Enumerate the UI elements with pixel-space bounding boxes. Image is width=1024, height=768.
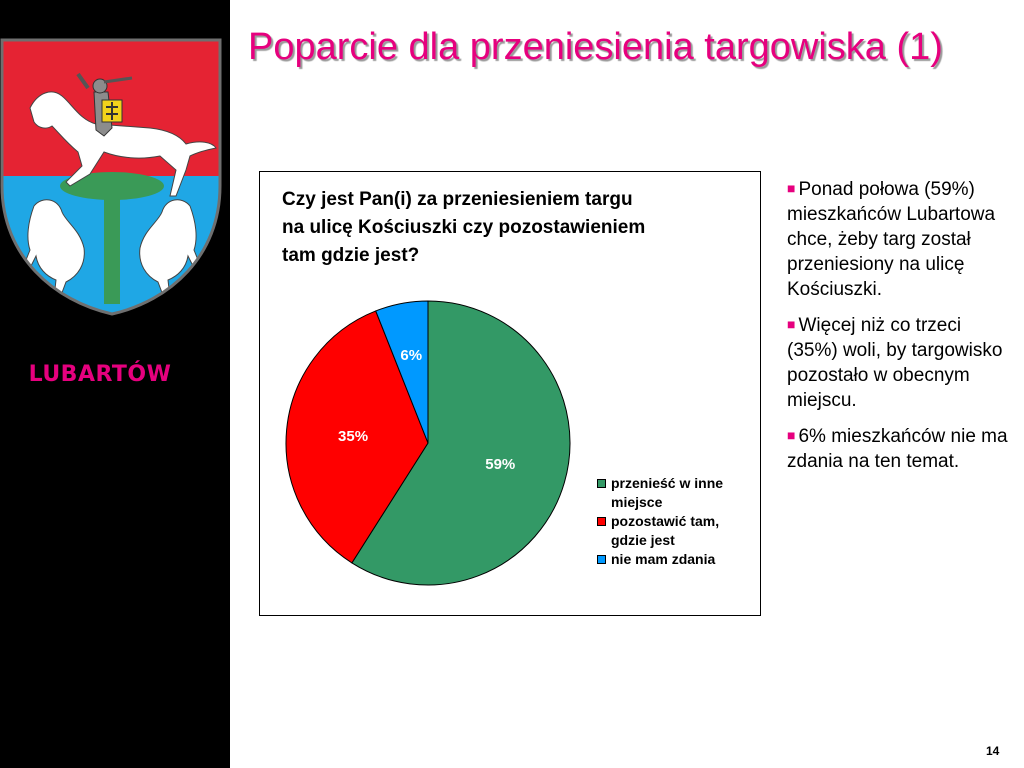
summary-bullets: [787, 176, 1009, 484]
pie-data-label: 6%: [400, 347, 423, 365]
coat-of-arms-emblem: [0, 36, 224, 318]
page-number: 14: [986, 744, 1000, 758]
legend-swatch: [597, 479, 606, 488]
bullet-square-icon: ■: [787, 316, 796, 332]
chart-title: Czy jest Pan(i) za przeniesieniem targu na ulicę Kościuszki czy pozostawieniem tam gdzie jest?: [282, 189, 646, 266]
sidebar: [0, 0, 230, 768]
bullet-item: [787, 312, 1009, 413]
legend-item: [597, 550, 755, 569]
chart-legend: [597, 474, 755, 569]
legend-item: [597, 474, 755, 512]
bullet-square-icon: ■: [787, 427, 796, 443]
legend-item: [597, 512, 755, 550]
bullet-square-icon: ■: [787, 180, 796, 196]
legend-swatch: [597, 517, 606, 526]
bullet-text: 6% mieszkańców nie ma zdania na ten temat.: [787, 426, 1008, 472]
pie-slices: [286, 301, 570, 585]
bullet-text: Ponad połowa (59%) mieszkańców Lubartowa chce, żeby targ został przeniesiony na ulicę Kościuszki.: [787, 179, 996, 300]
bullet-item: [787, 176, 1009, 302]
bullet-text: Więcej niż co trzeci (35%) woli, by targowisko pozostało w obecnym miejscu.: [787, 315, 1003, 411]
legend-swatch: [597, 555, 606, 564]
pie-data-label: 59%: [485, 455, 516, 473]
legend-label: pozostawić tam, gdzie jest: [611, 513, 720, 548]
bullet-item: [787, 423, 1009, 474]
city-name: LUBARTÓW: [28, 362, 172, 387]
slide-title: Poparcie dla przeniesienia targowiska (1): [248, 26, 943, 68]
chart-panel: [259, 171, 761, 616]
legend-label: przenieść w inne miejsce: [611, 475, 724, 510]
legend-label: nie mam zdania: [611, 551, 716, 567]
pie-data-label: 35%: [338, 427, 369, 445]
